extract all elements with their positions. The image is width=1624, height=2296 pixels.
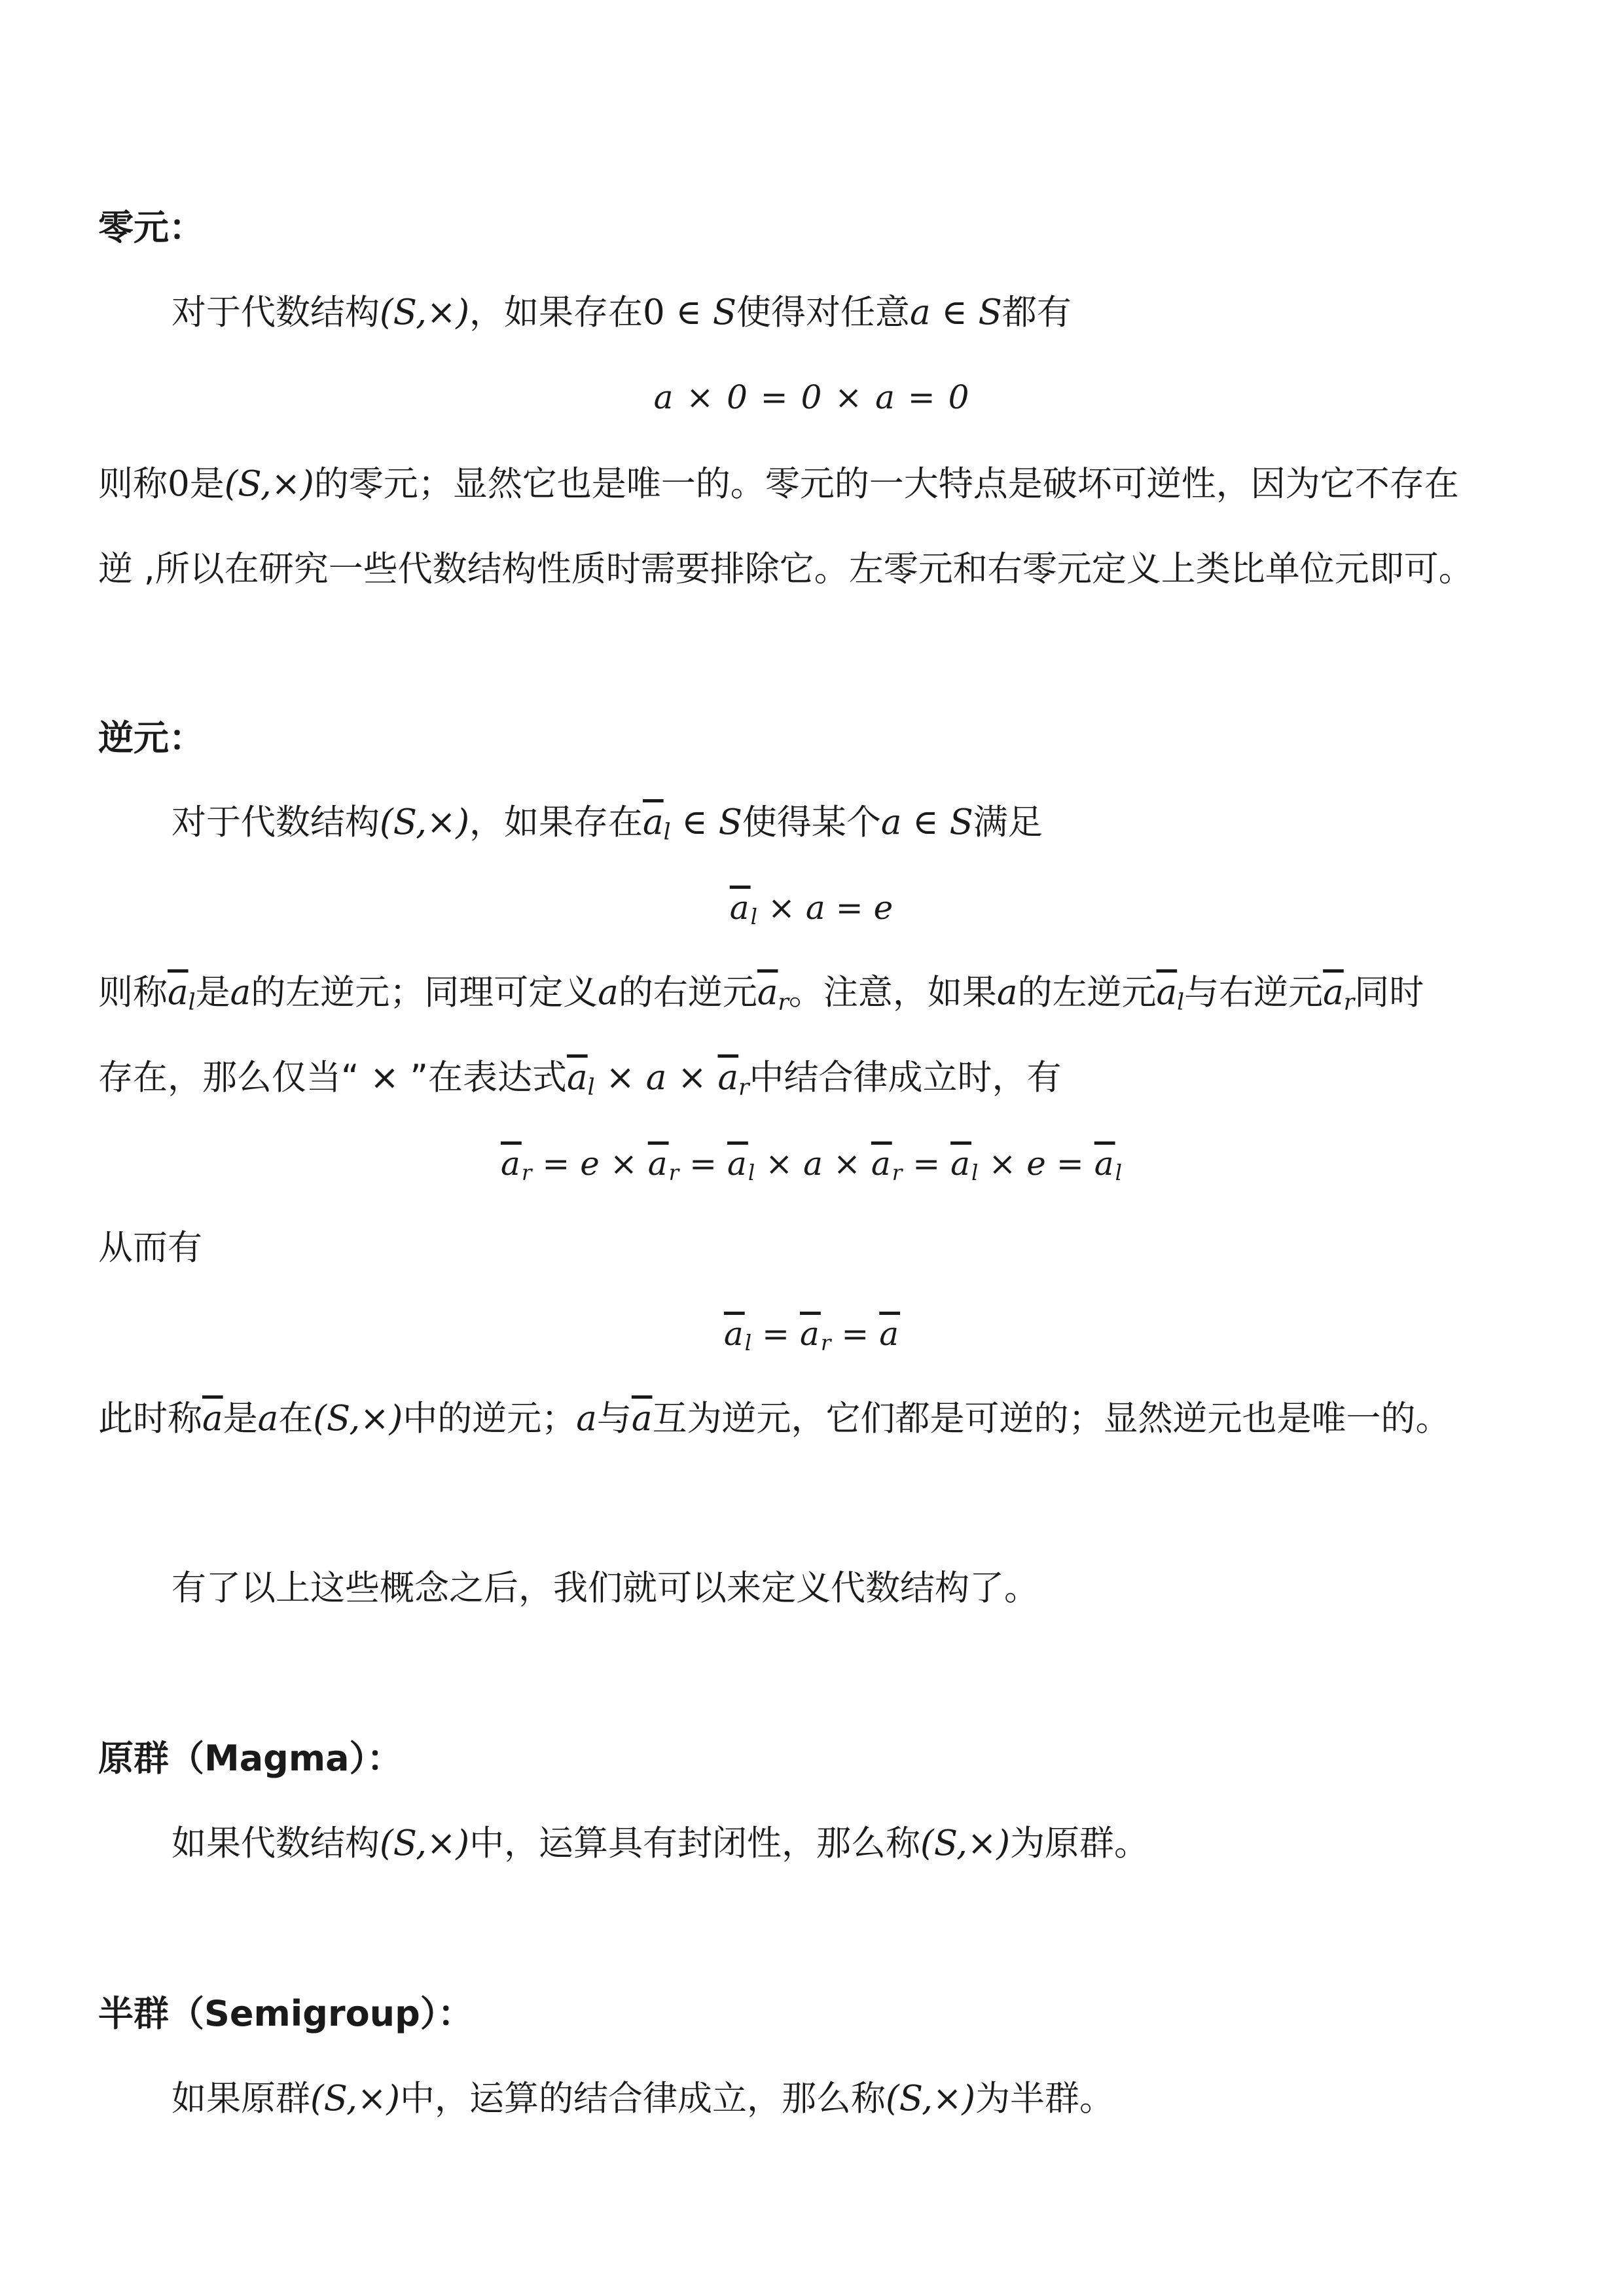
inverse-paragraph-1: 对于代数结构(S,×)，如果存在$\overline{a}_l$ ∈ S使得某个a ∈ S满足 [171, 802, 1043, 846]
inverse-paragraph-2: 则称$\overline{a}_l$是a的左逆元；同理可定义a的右逆元$\overline{a}_r$。注意，如果a的左逆元$\overline{a}_l$与右逆元$\overline{a}_r$同时 [98, 973, 1424, 1016]
inverse-equation-2: $\overline{a}_r = e \times \overline{a}_r = \overline{a}_l \times a \times \overline{a}_r = \overline{a}_l \times e = \overline{a}_l$ [501, 1145, 1123, 1186]
semigroup-paragraph-1: 如果原群(S,×)中，运算的结合律成立，那么称(S,×)为半群。 [171, 2079, 1115, 2119]
zero-paragraph-1: 对于代数结构(S,×)，如果存在0 ∈ S使得对任意a ∈ S都有 [171, 293, 1072, 332]
inverse-equation-3: $\overline{a}_l = \overline{a}_r = \overline{a}$ [723, 1315, 901, 1356]
magma-paragraph-1: 如果代数结构(S,×)中，运算具有封闭性，那么称(S,×)为原群。 [171, 1823, 1149, 1863]
section-heading-zero: 零元： [98, 207, 204, 248]
inverse-paragraph-4: 从而有 [98, 1228, 202, 1268]
inverse-equation-1: $\overline{a}_l \times a = e$ [729, 889, 895, 930]
section-heading-inverse: 逆元： [98, 717, 204, 759]
zero-equation: a × 0 = 0 × a = 0 [653, 378, 971, 416]
zero-paragraph-3: 逆 ,所以在研究一些代数结构性质时需要排除它。左零元和右零元定义上类比单位元即可。 [98, 549, 1473, 589]
section-heading-magma: 原群（Magma）： [98, 1738, 403, 1779]
inverse-paragraph-3: 存在，那么仅当“ × ”在表达式$\overline{a}_l \times a \times \overline{a}_r$中结合律成立时，有 [98, 1058, 1062, 1101]
zero-paragraph-2: 则称0是(S,×)的零元；显然它也是唯一的。零元的一大特点是破坏可逆性，因为它不存在 [98, 464, 1459, 504]
inverse-paragraph-5: 此时称$\overline{a}$是a在(S,×)中的逆元；a与$\overline{a}$互为逆元，它们都是可逆的；显然逆元也是唯一的。 [98, 1399, 1451, 1439]
transition-paragraph: 有了以上这些概念之后，我们就可以来定义代数结构了。 [171, 1568, 1039, 1608]
section-heading-semigroup: 半群（Semigroup）： [98, 1993, 473, 2034]
